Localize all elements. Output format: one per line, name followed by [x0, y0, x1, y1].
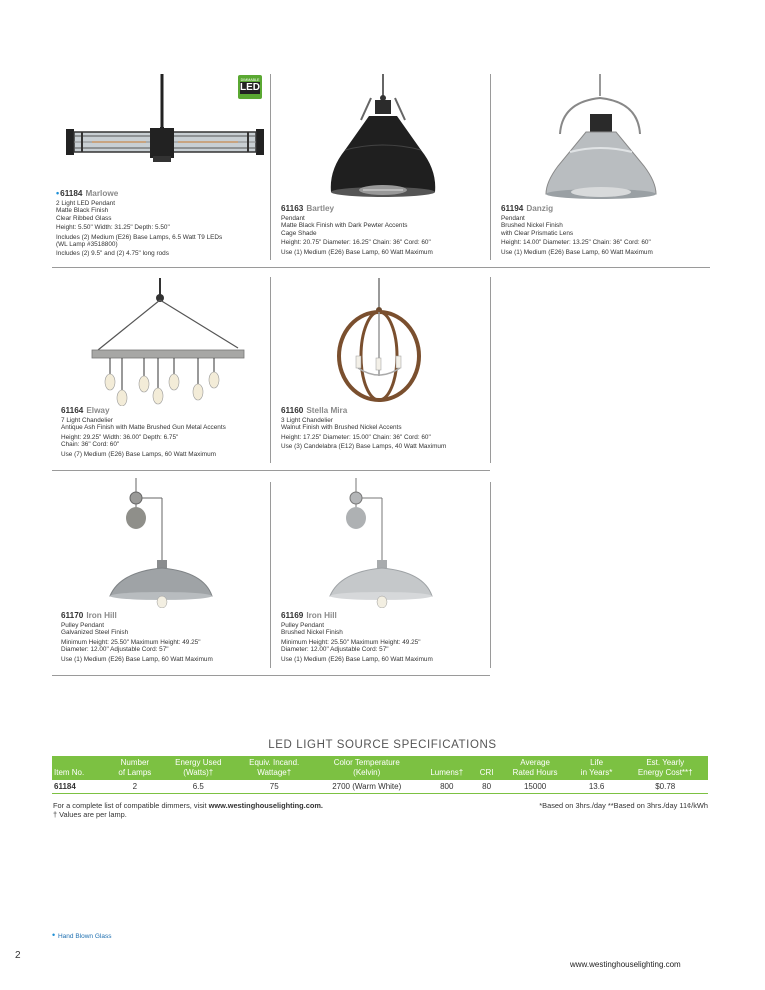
- product-number: 61194: [501, 204, 524, 213]
- product-desc-line: Clear Ribbed Glass: [56, 214, 112, 222]
- divider: [52, 470, 490, 471]
- table-cell: 13.6: [571, 780, 623, 794]
- danzig-pendant-image: [540, 74, 665, 200]
- product-number: 61184: [60, 189, 83, 198]
- product-desc-line: 7 Light Chandelier: [61, 417, 113, 424]
- product-name: Iron Hill: [86, 611, 117, 620]
- product-desc-line: 3 Light Chandelier: [281, 417, 333, 424]
- divider: [270, 277, 271, 463]
- product-desc-line: Walnut Finish with Brushed Nickel Accents: [281, 424, 402, 432]
- footer-website[interactable]: www.westinghouselighting.com: [570, 960, 681, 969]
- product-61160: [281, 406, 486, 451]
- iron-hill-nickel-image: [320, 478, 440, 608]
- product-spec-line: Diameter: 12.00" Adjustable Cord: 57": [281, 646, 389, 654]
- table-cell: 2: [108, 780, 162, 794]
- product-desc-line: Pendant: [281, 215, 305, 222]
- table-cell: 80: [474, 780, 500, 794]
- product-desc-line: Brushed Nickel Finish: [281, 629, 343, 637]
- product-61163: [281, 204, 486, 256]
- product-spec-line: (WL Lamp #3518800): [56, 241, 118, 249]
- product-number: 61169: [281, 611, 304, 620]
- column-header: Color Temperature (Kelvin): [314, 756, 420, 780]
- product-spec-line: Height: 5.50" Width: 31.25" Depth: 5.50": [56, 224, 170, 232]
- table-cell: 2700 (Warm White): [314, 780, 420, 794]
- product-61184: [56, 188, 266, 258]
- product-desc-line: Pendant: [501, 215, 525, 222]
- product-name: Iron Hill: [306, 611, 337, 620]
- product-spec-line: Diameter: 12.00" Adjustable Cord: 57": [61, 646, 169, 654]
- product-desc-line: Matte Black Finish: [56, 207, 109, 215]
- column-header: Lumens†: [420, 756, 474, 780]
- product-spec-line: Use (1) Medium (E26) Base Lamp, 60 Watt Maximum: [281, 655, 433, 663]
- table-cell: 800: [420, 780, 474, 794]
- product-desc-line: Pulley Pendant: [281, 622, 324, 629]
- elway-chandelier-image: [88, 278, 248, 406]
- dimmable-led-badge: DIMMABLE LED: [238, 75, 262, 99]
- led-spec-table: [52, 756, 708, 794]
- table-cell: $0.78: [623, 780, 709, 794]
- product-61170: [61, 611, 266, 663]
- divider: [490, 482, 491, 668]
- product-spec-line: Height: 20.75" Diameter: 16.25" Chain: 36" Cord: 60": [281, 239, 431, 247]
- product-spec-line: Chain: 36" Cord: 60": [61, 441, 120, 449]
- product-number: 61170: [61, 611, 84, 620]
- product-number: 61163: [281, 204, 304, 213]
- product-61194: [501, 204, 706, 256]
- divider: [490, 74, 491, 260]
- bartley-pendant-image: [325, 74, 445, 200]
- legend-text: Hand Blown Glass: [57, 933, 112, 940]
- table-cell: 61184: [52, 780, 108, 794]
- product-desc-line: Galvanized Steel Finish: [61, 629, 129, 637]
- product-name: Marlowe: [85, 189, 119, 198]
- product-number: 61164: [61, 406, 84, 415]
- product-desc-line: Pulley Pendant: [61, 622, 104, 629]
- product-desc-line: Matte Black Finish with Dark Pewter Accents: [281, 222, 408, 230]
- column-header: Est. Yearly Energy Cost**†: [623, 756, 709, 780]
- product-spec-line: Minimum Height: 25.50" Maximum Height: 49.25": [281, 638, 421, 646]
- product-spec-line: Use (3) Candelabra (E12) Base Lamps, 40 Watt Maximum: [281, 443, 447, 451]
- iron-hill-galvanized-image: [100, 478, 220, 608]
- product-spec-line: Height: 14.00" Diameter: 13.25" Chain: 36" Cord: 60": [501, 239, 651, 247]
- product-spec-line: Use (1) Medium (E26) Base Lamp, 60 Watt Maximum: [501, 248, 653, 256]
- product-desc-line: 2 Light LED Pendant: [56, 200, 115, 207]
- divider: [52, 267, 710, 268]
- spec-notes: [53, 801, 323, 820]
- table-cell: 15000: [500, 780, 571, 794]
- page-number: 2: [15, 950, 21, 961]
- divider: [490, 277, 491, 463]
- product-spec-line: Use (7) Medium (E26) Base Lamps, 60 Watt Maximum: [61, 450, 216, 458]
- product-spec-line: Includes (2) Medium (E26) Base Lamps, 6.5 Watt T9 LEDs: [56, 233, 223, 241]
- product-spec-line: Minimum Height: 25.50" Maximum Height: 49.25": [61, 638, 201, 646]
- column-header: CRI: [474, 756, 500, 780]
- product-desc-line: Brushed Nickel Finish: [501, 222, 563, 230]
- product-spec-line: Height: 17.25" Diameter: 15.00" Chain: 36" Cord: 60": [281, 433, 431, 441]
- product-name: Bartley: [306, 204, 335, 213]
- product-spec-line: Use (1) Medium (E26) Base Lamp, 60 Watt Maximum: [61, 655, 213, 663]
- table-cell: 75: [235, 780, 314, 794]
- column-header: Equiv. Incand. Wattage†: [235, 756, 314, 780]
- table-cell: 6.5: [162, 780, 235, 794]
- divider: [270, 74, 271, 260]
- column-header: Item No.: [52, 756, 108, 780]
- product-spec-line: Includes (2) 9.5" and (2) 4.75" long rods: [56, 250, 169, 258]
- product-name: Danzig: [526, 204, 554, 213]
- table-header-row: [52, 756, 708, 780]
- website-link[interactable]: www.westinghouselighting.com.: [208, 801, 323, 810]
- product-spec-line: Height: 29.25" Width: 36.00" Depth: 6.75": [61, 433, 179, 441]
- product-name: Elway: [86, 406, 110, 415]
- legend: [52, 930, 111, 940]
- note-text: † Values are per lamp.: [53, 810, 127, 820]
- product-number: 61160: [281, 406, 304, 415]
- product-desc-line: Cage Shade: [281, 229, 317, 237]
- product-desc-line: Antique Ash Finish with Matte Brushed Gun Metal Accents: [61, 424, 226, 432]
- product-61169: [281, 611, 486, 663]
- stella-mira-chandelier-image: [334, 278, 424, 402]
- table-row: [52, 780, 708, 794]
- product-spec-line: Use (1) Medium (E26) Base Lamp, 60 Watt Maximum: [281, 248, 433, 256]
- product-61164: [61, 406, 266, 458]
- hand-blown-marker: •: [56, 188, 60, 198]
- divider: [270, 482, 271, 668]
- legend-marker: •: [52, 930, 56, 940]
- column-header: Average Rated Hours: [500, 756, 571, 780]
- spec-section-title: LED LIGHT SOURCE SPECIFICATIONS: [268, 739, 497, 751]
- column-header: Number of Lamps: [108, 756, 162, 780]
- product-desc-line: with Clear Prismatic Lens: [501, 229, 574, 237]
- note-text: For a complete list of compatible dimmers, visit: [53, 801, 209, 810]
- spec-footnote: *Based on 3hrs./day **Based on 3hrs./day 11¢/kWh: [539, 801, 708, 810]
- column-header: Life in Years*: [571, 756, 623, 780]
- column-header: Energy Used (Watts)†: [162, 756, 235, 780]
- product-name: Stella Mira: [306, 406, 348, 415]
- divider: [52, 675, 490, 676]
